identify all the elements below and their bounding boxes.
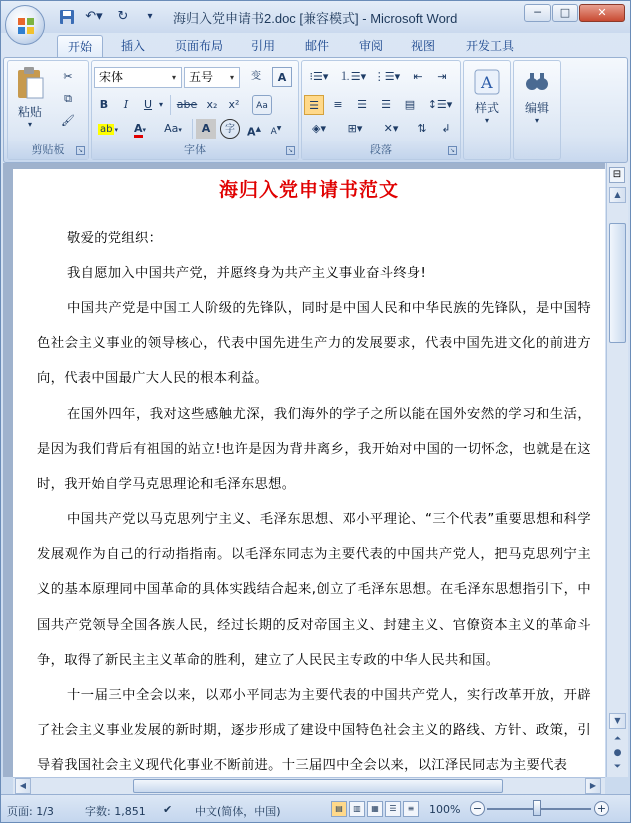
wen-button[interactable]: 变 [251,71,261,82]
vertical-scrollbar[interactable] [606,163,628,777]
editing-group [513,60,561,160]
window-title: 海归入党申请书2.doc [兼容模式] - Microsoft Word [173,11,458,26]
bold-button[interactable]: B [99,98,109,111]
document-area[interactable] [3,163,605,777]
minimize-button[interactable]: ─ [524,4,551,22]
office-logo-icon [16,16,36,36]
ribbon [3,57,628,163]
editing-dropdown-icon: ▾ [534,116,539,125]
underline-button[interactable]: U [143,98,153,111]
font-size-dropdown-icon[interactable]: ▾ [229,73,234,82]
styles-icon [473,68,501,96]
format-painter-icon[interactable]: 🖌 [61,114,75,127]
paste-label: 粘贴 [17,105,42,119]
paragraph: 十一届三中全会以来，以邓小平同志为主要代表的中国共产党人，实行改革开放，开辟了社会主义事业发展的新时期，逐步形成了建设中国特色社会主义的路线、方针、政策，引导着我国社会主义现代化事业不断前进。十三届四中全会以来，以江泽民同志为主要代表 [37,688,591,774]
horizontal-scroll-thumb[interactable] [133,779,503,793]
tab-mailings[interactable]: 邮件 [304,39,329,53]
browse-object-icon[interactable]: ● [613,748,622,758]
superscript-button[interactable]: x² [228,98,240,111]
shading-icon[interactable]: ◈▾ [312,122,326,135]
strikethrough-button[interactable]: abe [176,98,198,111]
font-name-value: 宋体 [99,70,124,84]
zoom-level[interactable]: 100% [429,803,461,816]
tab-insert[interactable]: 插入 [120,39,145,53]
office-button[interactable] [5,5,45,45]
scroll-up-icon[interactable]: ▲ [609,187,626,203]
styles-group [463,60,511,160]
separator [192,119,193,139]
clipboard-launcher-icon[interactable]: ↘ [77,147,84,154]
font-group [91,60,299,160]
title-bar [1,1,630,33]
editing-label: 编辑 [524,101,549,115]
full-screen-reading-icon[interactable]: ▥ [349,801,365,817]
document-title: 海归入党申请书范文 [218,179,399,201]
italic-button[interactable]: I [123,98,129,111]
shrink-font-button[interactable]: A▼ [270,125,282,137]
tab-review[interactable]: 审阅 [358,39,383,53]
paragraph: 中国共产党以马克思列宁主义、毛泽东思想、邓小平理论、“三个代表”重要思想和科学发展观作为自己的行动指指南。以毛泽东同志为主要代表的中国共产党人，把马克思列宁主义的基本原理同中国革命的具体实践结合起来,创立了毛泽东思想。在毛泽东思想指引下，中国共产党领导全国各族人民，经过长期的反对帝国主义、封建主义、官僚资本主义的革命斗争，取得了新民主主义革命的胜利，建立了人民民主专政的中华人民共和国。 [37,512,591,668]
paragraph: 我自愿加入中国共产党，并愿终身为共产主义事业奋斗终身! [67,266,427,281]
zoom-out-icon[interactable]: − [470,801,485,816]
increase-indent-icon[interactable]: ⇥ [437,70,447,83]
scroll-right-icon[interactable]: ▶ [585,778,601,794]
numbering-icon[interactable]: ⒈☰▾ [339,70,367,83]
decrease-indent-icon[interactable]: ⇤ [413,70,423,83]
line-spacing-icon[interactable]: ↕☰▾ [427,98,453,111]
page-count[interactable]: 页面: 1/3 [7,805,54,818]
tab-references[interactable]: 引用 [250,39,275,53]
redo-icon[interactable]: ↻ [117,9,129,24]
styles-button[interactable] [468,67,506,137]
justify-icon[interactable]: ☰ [381,98,391,111]
word-count[interactable]: 字数: 1,851 [85,805,146,818]
highlight-button[interactable]: ab ▾ [100,124,118,135]
distributed-icon[interactable]: ▤ [404,98,416,111]
scroll-down-icon[interactable]: ▼ [609,713,626,729]
horizontal-scrollbar[interactable] [13,777,605,794]
paragraph: 中国共产党是中国工人阶级的先锋队，同时是中国人民和中华民族的先锋队，是中国特色社会主义事业的领导核心，代表中国先进生产力的发展要求，代表中国先进文化的前进方向，代表中国最广大人民的根本利益。 [37,301,591,387]
svg-text:A: A [481,73,493,92]
scroll-left-icon[interactable]: ◀ [15,778,31,794]
tab-page-layout[interactable]: 页面布局 [174,39,223,53]
customize-qat-icon[interactable]: ▾ [147,11,153,22]
chinese-layout-icon[interactable]: ✕▾ [383,122,399,135]
paragraph-salutation: 敬爱的党组织： [67,231,163,246]
change-case-button[interactable]: Aa▾ [164,122,182,135]
print-layout-icon[interactable]: ▤ [331,801,347,817]
grow-font-button[interactable]: A▲ [247,125,261,139]
char-shading-button[interactable]: A [196,119,216,139]
previous-page-icon[interactable]: ⏶ [613,734,622,744]
draft-icon[interactable]: ≡ [403,801,419,817]
paste-icon [15,66,45,100]
document-page[interactable] [13,169,605,777]
align-left-icon[interactable]: ☰ [304,95,324,115]
font-group-label: 字体 [92,141,298,159]
view-ruler-icon[interactable]: ⊟ [609,167,625,183]
copy-icon[interactable]: ⧉ [64,92,72,105]
maximize-button[interactable]: □ [552,4,578,22]
ribbon-tabs [1,33,630,57]
tab-developer[interactable]: 开发工具 [465,39,514,53]
tab-home[interactable]: 开始 [57,35,103,57]
paragraph-group [301,60,461,160]
paragraph-launcher-icon[interactable]: ↘ [449,147,456,154]
clipboard-group-label: 剪贴板 [8,141,88,159]
proofing-icon[interactable]: ✔ [163,803,173,816]
close-button[interactable]: ✕ [579,4,625,22]
font-name-combo[interactable] [94,67,182,88]
styles-dropdown-icon: ▾ [484,116,489,125]
cut-icon[interactable]: ✂ [63,70,73,83]
borders-icon[interactable]: ⊞▾ [347,122,363,135]
bullets-icon[interactable]: ⁝☰▾ [309,70,329,83]
clear-format-button[interactable]: A [272,67,292,87]
underline-dropdown-icon[interactable]: ▾ [158,100,163,109]
styles-label: 样式 [474,101,499,115]
change-case-icon[interactable]: Aa [252,95,272,115]
tab-view[interactable]: 视图 [410,39,435,53]
paste-button[interactable] [12,65,48,133]
sort-icon[interactable]: ⇅ [417,122,427,135]
font-size-combo[interactable] [184,67,240,88]
web-layout-icon[interactable]: ▦ [367,801,383,817]
align-right-icon[interactable]: ☰ [357,98,367,111]
save-icon[interactable] [57,7,77,27]
paragraph-group-label: 段落 [302,141,460,159]
font-launcher-icon[interactable]: ↘ [287,147,294,154]
editing-button[interactable] [518,67,556,137]
subscript-button[interactable]: x₂ [206,98,218,111]
clipboard-group [7,60,89,160]
next-page-icon[interactable]: ⏷ [613,762,622,772]
outline-icon[interactable]: ☰ [385,801,401,817]
status-bar [1,794,630,822]
align-center-icon[interactable]: ≡ [333,98,343,111]
separator [170,95,171,115]
paragraph: 在国外四年，我对这些感触尤深，我们海外的学子之所以能在国外安然的学习和生活，是因为我们背后有祖国的站立!也许是因为背井离乡，我开始对中国的一切怀念，也就是在这时，我开始自学马克思理论和毛泽东思想。 [37,407,591,493]
font-size-value: 五号 [189,70,214,84]
show-marks-icon[interactable]: ↲ [441,122,451,135]
scroll-thumb[interactable] [609,223,626,343]
font-name-dropdown-icon[interactable]: ▾ [171,73,176,82]
undo-icon[interactable]: ↶▾ [85,9,103,24]
binoculars-icon [523,68,551,96]
multilevel-list-icon[interactable]: ⋮☰▾ [373,70,401,83]
zoom-slider-knob[interactable] [533,800,541,816]
enclose-char-button[interactable]: 字 [220,119,240,139]
font-color-button[interactable]: A▾ [126,119,154,139]
language-indicator[interactable]: 中文(简体，中国) [195,805,281,818]
zoom-in-icon[interactable]: + [594,801,609,816]
paste-dropdown-icon[interactable]: ▾ [27,120,32,129]
